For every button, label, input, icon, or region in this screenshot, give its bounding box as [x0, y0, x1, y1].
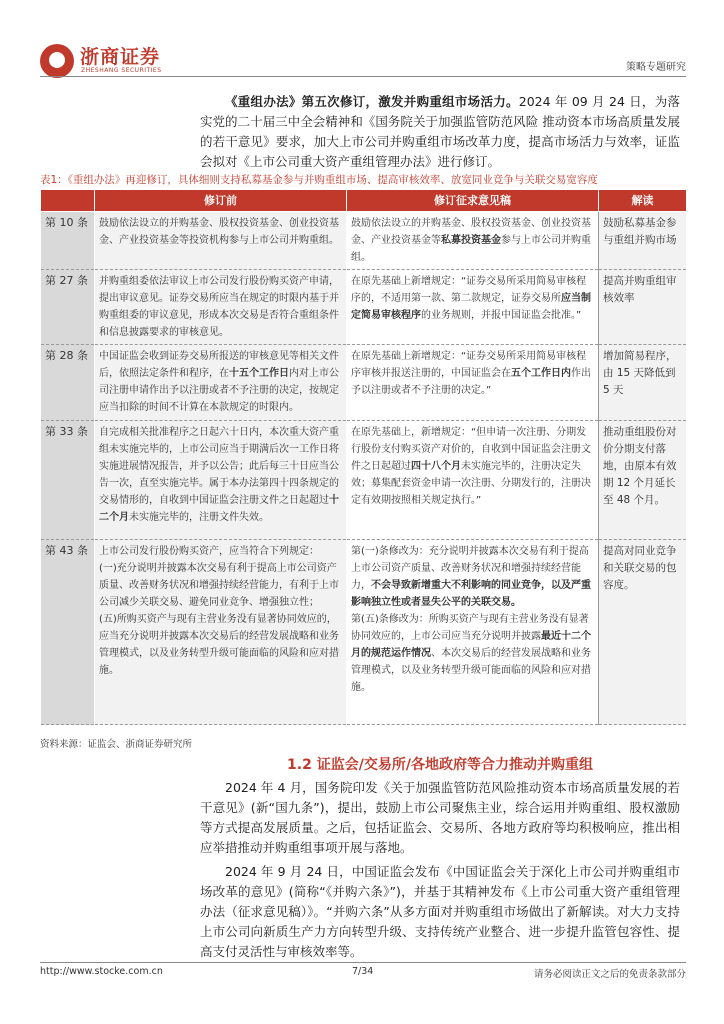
row-article: 第 10 条: [41, 212, 95, 270]
section-title: 1.2 证监会/交易所/各地政府等合力推动并购重组: [287, 757, 593, 773]
footer-divider: [40, 962, 686, 963]
row-before: 自完成相关批准程序之日起六十日内，本次重大资产重组未实施完毕的，上市公司应当于期满后次一工作日将实施进展情况报告，并予以公告；此后每三十日应当公告一次，直至实施完毕。属于本办法第四十四条规定的交易情形的，自收到中国证监会注册文件之日起超过十二个月未实施完毕的，注册文件失效。: [95, 421, 347, 540]
table-header-row: [41, 190, 687, 212]
section-paragraph-2: 2024 年 9 月 24 日，中国证监会发布《中国证监会关于深化上市公司并购重组市场改革的意见》(简称“《并购六条》”)，并基于其精神发布《上市公司重大资产重组管理办法（征求意见稿）》。“并购六条”从多方面对并购重组市场做出了新解读。对大力支持上市公司向新质生产力方向转型升级、支持传统产业整合、进一步提升监管包容性、提高支付灵活性与审核效率等。: [200, 864, 680, 959]
row-after: 在原先基础上，新增规定：“但申请一次注册、分期发行股份支付购买资产对价的，自收到中国证监会注册文件之日起超过四十八个月未实施完毕的，注册决定失效；募集配套资金申请一次注册、分期发行的，注册决定有效期按照相关规定执行。”: [347, 421, 599, 540]
brand-logo-icon: [40, 44, 74, 78]
header-divider: [40, 76, 686, 77]
row-note: 提高并购重组审核效率: [599, 270, 687, 345]
table-row: [41, 270, 687, 345]
row-after: 在原先基础上新增规定：“证券交易所采用简易审核程序审核并报送注册的，中国证监会在五个工作日内作出予以注册或者不予注册的决定。”: [347, 345, 599, 421]
row-note: 鼓励私募基金参与重组并购市场: [599, 212, 687, 270]
intro-paragraph: [200, 92, 680, 172]
row-after: 鼓励依法设立的并购基金、股权投资基金、创业投资基金、产业投资基金等私募投资基金参与上市公司并购重组。: [347, 212, 599, 270]
row-note: 增加简易程序，由 15 天降低到 5 天: [599, 345, 687, 421]
row-article: 第 27 条: [41, 270, 95, 345]
row-article: 第 43 条: [41, 540, 95, 725]
table-row: [41, 421, 687, 540]
intro-body: 2024 年 09 月 24 日，为落实党的二十届三中全会精神和《国务院关于加强监管防范风险 推动资本市场高质量发展的若干意见》要求，加大上市公司并购重组市场改革力度，提高市场活力与效率，证监会拟对《上市公司重大资产重组管理办法》进行修订。: [200, 94, 680, 169]
row-after: 第(一)条修改为：充分说明并披露本次交易有利于提高上市公司资产质量、改善财务状况和增强持续经营能力，不会导致新增重大不利影响的同业竞争，以及严重影响独立性或者显失公平的关联交易。 第(五)条修改为：所购买资产与现有主营业务没有显著协同效应的，上市公司应当充分说明并披露最近十二个月的规范运作情况、本次交易后的经营发展战略和业务管理模式，以及业务转型升级可能面临的风险和应对措施。: [347, 540, 599, 725]
table-title: 表1：《重组办法》再迎修订，具体细则支持私募基金参与并购重组市场、提高审核效率、放宽同业竞争与关联交易宽容度: [40, 174, 598, 186]
col-header-before: 修订前: [95, 190, 347, 212]
row-after: 在原先基础上新增规定：“证券交易所采用简易审核程序的，不适用第一款、第二款规定，证券交易所应当制定简易审核程序的业务规则，并报中国证监会批准。”: [347, 270, 599, 345]
row-article: 第 33 条: [41, 421, 95, 540]
brand-name-en: ZHESHANG SECURITIES: [81, 67, 162, 74]
row-article: 第 28 条: [41, 345, 95, 421]
row-before: 并购重组委依法审议上市公司发行股份购买资产申请，提出审议意见。证券交易所应当在规定的时限内基于并购重组委的审议意见，形成本次交易是否符合重组条件和信息披露要求的审核意见。: [95, 270, 347, 345]
row-before: 上市公司发行股份购买资产，应当符合下列规定： (一)充分说明并披露本次交易有利于提高上市公司资产质量、改善财务状况和增强持续经营能力，有利于上市公司减少关联交易、避免同业竞争、增强独立性； (五)所购买资产与现有主营业务没有显著协同效应的，应当充分说明并披露本次交易后的经营发展战略和业务管理模式，以及业务转型升级可能面临的风险和应对措施。: [95, 540, 347, 725]
col-header-note: 解读: [599, 190, 687, 212]
revision-table: [40, 189, 687, 725]
row-note: 推动重组股份对价分期支付落地，由原本有效期 12 个月延长至 48 个月。: [599, 421, 687, 540]
row-before: 中国证监会收到证券交易所报送的审核意见等相关文件后，依照法定条件和程序，在十五个工作日内对上市公司注册申请作出予以注册或者不予注册的决定，按规定应当扣除的时间不计算在本款规定的时限内。: [95, 345, 347, 421]
report-type: 策略专题研究: [626, 62, 686, 73]
col-header-article: [41, 190, 95, 212]
brand-name: 浙商证券: [80, 46, 161, 68]
table-source: 资料来源：证监会、浙商证券研究所: [40, 739, 193, 750]
col-header-after: 修订征求意见稿: [347, 190, 599, 212]
footer-disclaimer: 请务必阅读正文之后的免责条款部分: [533, 969, 686, 980]
table-row: [41, 345, 687, 421]
table-row: [41, 212, 687, 270]
page-number: 7/34: [352, 966, 374, 977]
row-note: 提高对同业竞争和关联交易的包容度。: [599, 540, 687, 725]
table-row: [41, 540, 687, 725]
intro-lead: 《重组办法》第五次修订，激发并购重组市场活力。: [225, 94, 519, 109]
row-before: 鼓励依法设立的并购基金、股权投资基金、创业投资基金、产业投资基金等投资机构参与上市公司并购重组。: [95, 212, 347, 270]
footer-url[interactable]: http://www.stocke.com.cn: [40, 966, 163, 977]
page-header: [40, 40, 686, 80]
section-paragraph-1: 2024 年 4 月，国务院印发《关于加强监管防范风险推动资本市场高质量发展的若干意见》(新“国九条”)，提出，鼓励上市公司聚焦主业，综合运用并购重组、股权激励等方式提高发展质量。之后，包括证监会、交易所、各地方政府等均积极响应，推出相应举措推动并购重组事项开展与落地。: [200, 780, 680, 855]
